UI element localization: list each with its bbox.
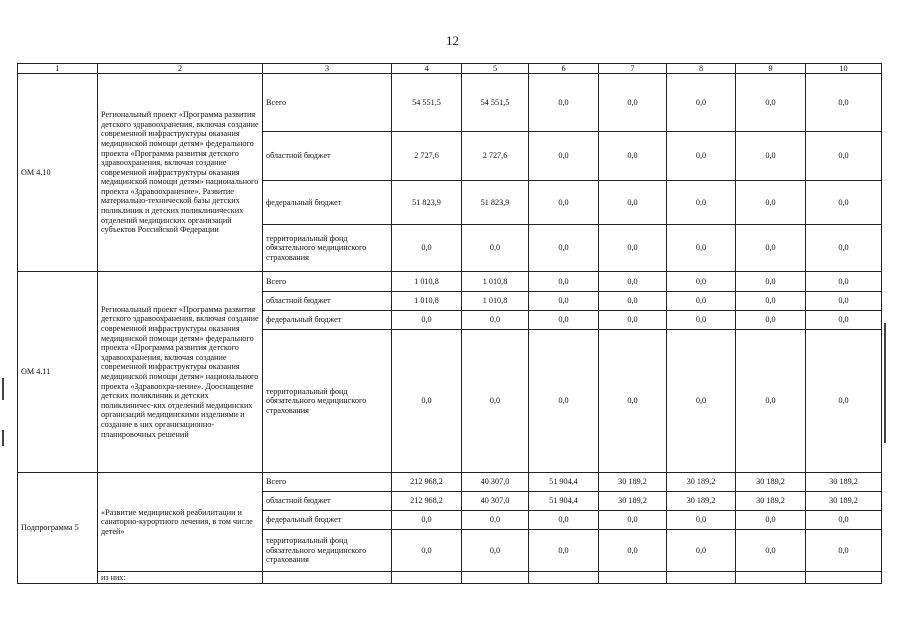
amount-cell: 54 551,5: [462, 74, 529, 132]
amount-cell: 30 189,2: [736, 473, 806, 492]
table-row: [18, 473, 882, 492]
amount-cell: 0,0: [529, 292, 599, 311]
amount-cell: 0,0: [392, 225, 462, 272]
amount-cell: 0,0: [599, 74, 667, 132]
table-row: [18, 272, 882, 292]
amount-cell: 2 727,6: [462, 132, 529, 181]
amount-cell: 40 307,0: [462, 492, 529, 511]
amount-cell: 51 823,9: [462, 181, 529, 225]
amount-cell: 1 010,8: [462, 272, 529, 292]
amount-cell: 0,0: [599, 132, 667, 181]
amount-cell: 0,0: [529, 530, 599, 572]
amount-cell: 0,0: [529, 330, 599, 473]
amount-cell: 0,0: [806, 225, 882, 272]
empty-cell: [392, 572, 462, 584]
amount-cell: 1 010,8: [392, 272, 462, 292]
amount-cell: 1 010,8: [462, 292, 529, 311]
amount-cell: 0,0: [806, 74, 882, 132]
amount-cell: 0,0: [806, 530, 882, 572]
funding-source: территориальный фонд обязательного медицинского страхования: [263, 530, 392, 572]
program-name: Региональный проект «Программа развития детского здравоохранения, включая создание современной инфраструктуры оказания медицинской помощи детям» федерального проекта «Программа развития детского здравоохранения, включая создание современной инфраструктуры оказания медицинской помощи детям» национального проекта «Здравоохранение». Развитие материально-технической базы детских поликлиник и детских поликлинических отделений медицинских организаций субъектов Российской Федерации: [98, 74, 263, 272]
amount-cell: 0,0: [599, 181, 667, 225]
funding-source: Всего: [263, 74, 392, 132]
amount-cell: 0,0: [736, 530, 806, 572]
amount-cell: 51 823,9: [392, 181, 462, 225]
amount-cell: 51 904,4: [529, 473, 599, 492]
amount-cell: 0,0: [806, 511, 882, 530]
program-name: «Развитие медицинской реабилитации и санаторно-курортного лечения, в том числе детей»: [98, 473, 263, 572]
sub-items-label: из них:: [98, 572, 263, 584]
amount-cell: 0,0: [667, 292, 736, 311]
header-row: [18, 64, 882, 74]
program-code: ОМ 4.10: [18, 74, 98, 272]
program-code: ОМ 4.11: [18, 272, 98, 473]
amount-cell: 0,0: [736, 292, 806, 311]
amount-cell: 30 189,2: [806, 492, 882, 511]
amount-cell: 0,0: [529, 311, 599, 330]
amount-cell: 1 010,8: [392, 292, 462, 311]
amount-cell: 30 189,2: [667, 473, 736, 492]
amount-cell: 0,0: [736, 74, 806, 132]
amount-cell: 212 968,2: [392, 492, 462, 511]
amount-cell: 0,0: [667, 181, 736, 225]
program-name: Региональный проект «Программа развития детского здравоохранения, включая создание современной инфраструктуры оказания медицинской помощи детям» федерального проекта «Программа развития детского здравоохранения, включая создание современной инфраструктуры оказания медицинской помощи детям» национального проекта «Здравоохра-нение». Дооснащение детских поликлиник и детских поликлиничес-ких отделений медицинских организаций медицинскими изделиями и создание в них организационно-планировочных решений: [98, 272, 263, 473]
funding-source: федеральный бюджет: [263, 311, 392, 330]
amount-cell: 0,0: [599, 225, 667, 272]
amount-cell: 0,0: [806, 181, 882, 225]
column-header: 9: [736, 64, 806, 74]
funding-source: федеральный бюджет: [263, 181, 392, 225]
amount-cell: 0,0: [667, 530, 736, 572]
amount-cell: 0,0: [462, 530, 529, 572]
table-row: [18, 74, 882, 132]
funding-source: территориальный фонд обязательного медицинского страхования: [263, 225, 392, 272]
amount-cell: 30 189,2: [599, 473, 667, 492]
column-header: 2: [98, 64, 263, 74]
amount-cell: 0,0: [806, 292, 882, 311]
amount-cell: 0,0: [736, 330, 806, 473]
amount-cell: 0,0: [599, 311, 667, 330]
amount-cell: 0,0: [599, 330, 667, 473]
amount-cell: 0,0: [667, 330, 736, 473]
table-body: [18, 74, 882, 584]
amount-cell: 0,0: [462, 225, 529, 272]
amount-cell: 0,0: [736, 132, 806, 181]
empty-cell: [806, 572, 882, 584]
amount-cell: 0,0: [806, 311, 882, 330]
amount-cell: 0,0: [806, 132, 882, 181]
amount-cell: 0,0: [529, 74, 599, 132]
funding-source: областной бюджет: [263, 292, 392, 311]
table-row: [18, 572, 882, 584]
column-header: 5: [462, 64, 529, 74]
amount-cell: 0,0: [667, 225, 736, 272]
amount-cell: 0,0: [529, 511, 599, 530]
amount-cell: 0,0: [392, 311, 462, 330]
amount-cell: 0,0: [392, 530, 462, 572]
amount-cell: 0,0: [736, 225, 806, 272]
scan-artifact-right: [884, 323, 886, 443]
page-number: 12: [446, 33, 459, 48]
program-code: Подпрограмма 5: [18, 473, 98, 584]
amount-cell: 0,0: [806, 272, 882, 292]
empty-cell: [462, 572, 529, 584]
amount-cell: 0,0: [529, 132, 599, 181]
empty-cell: [263, 572, 392, 584]
empty-cell: [736, 572, 806, 584]
amount-cell: 30 189,2: [599, 492, 667, 511]
amount-cell: 30 189,2: [667, 492, 736, 511]
amount-cell: 0,0: [599, 292, 667, 311]
column-header: 4: [392, 64, 462, 74]
amount-cell: 0,0: [667, 311, 736, 330]
amount-cell: 30 189,2: [806, 473, 882, 492]
amount-cell: 0,0: [599, 530, 667, 572]
scan-artifact-left: [2, 378, 4, 400]
amount-cell: 0,0: [667, 511, 736, 530]
amount-cell: 0,0: [529, 272, 599, 292]
amount-cell: 0,0: [736, 311, 806, 330]
amount-cell: 0,0: [462, 330, 529, 473]
column-header: 10: [806, 64, 882, 74]
funding-source: областной бюджет: [263, 132, 392, 181]
amount-cell: 0,0: [736, 272, 806, 292]
amount-cell: 0,0: [736, 511, 806, 530]
column-header: 6: [529, 64, 599, 74]
amount-cell: 0,0: [667, 74, 736, 132]
empty-cell: [529, 572, 599, 584]
amount-cell: 0,0: [529, 181, 599, 225]
amount-cell: 40 307,0: [462, 473, 529, 492]
amount-cell: 0,0: [462, 311, 529, 330]
amount-cell: 0,0: [392, 330, 462, 473]
amount-cell: 54 551,5: [392, 74, 462, 132]
amount-cell: 0,0: [529, 225, 599, 272]
amount-cell: 51 904,4: [529, 492, 599, 511]
amount-cell: 212 968,2: [392, 473, 462, 492]
funding-source: областной бюджет: [263, 492, 392, 511]
amount-cell: 0,0: [667, 272, 736, 292]
scan-artifact-left: [2, 430, 4, 446]
amount-cell: 0,0: [806, 330, 882, 473]
column-header: 1: [18, 64, 98, 74]
funding-source: Всего: [263, 473, 392, 492]
amount-cell: 30 189,2: [736, 492, 806, 511]
amount-cell: 0,0: [392, 511, 462, 530]
empty-cell: [667, 572, 736, 584]
funding-source: территориальный фонд обязательного медицинского страхования: [263, 330, 392, 473]
amount-cell: 0,0: [736, 181, 806, 225]
column-header: 7: [599, 64, 667, 74]
amount-cell: 0,0: [599, 272, 667, 292]
empty-cell: [599, 572, 667, 584]
column-header: 3: [263, 64, 392, 74]
amount-cell: 0,0: [462, 511, 529, 530]
amount-cell: 0,0: [599, 511, 667, 530]
column-header: 8: [667, 64, 736, 74]
amount-cell: 0,0: [667, 132, 736, 181]
funding-source: федеральный бюджет: [263, 511, 392, 530]
amount-cell: 2 727,6: [392, 132, 462, 181]
budget-table: [17, 63, 882, 584]
funding-source: Всего: [263, 272, 392, 292]
